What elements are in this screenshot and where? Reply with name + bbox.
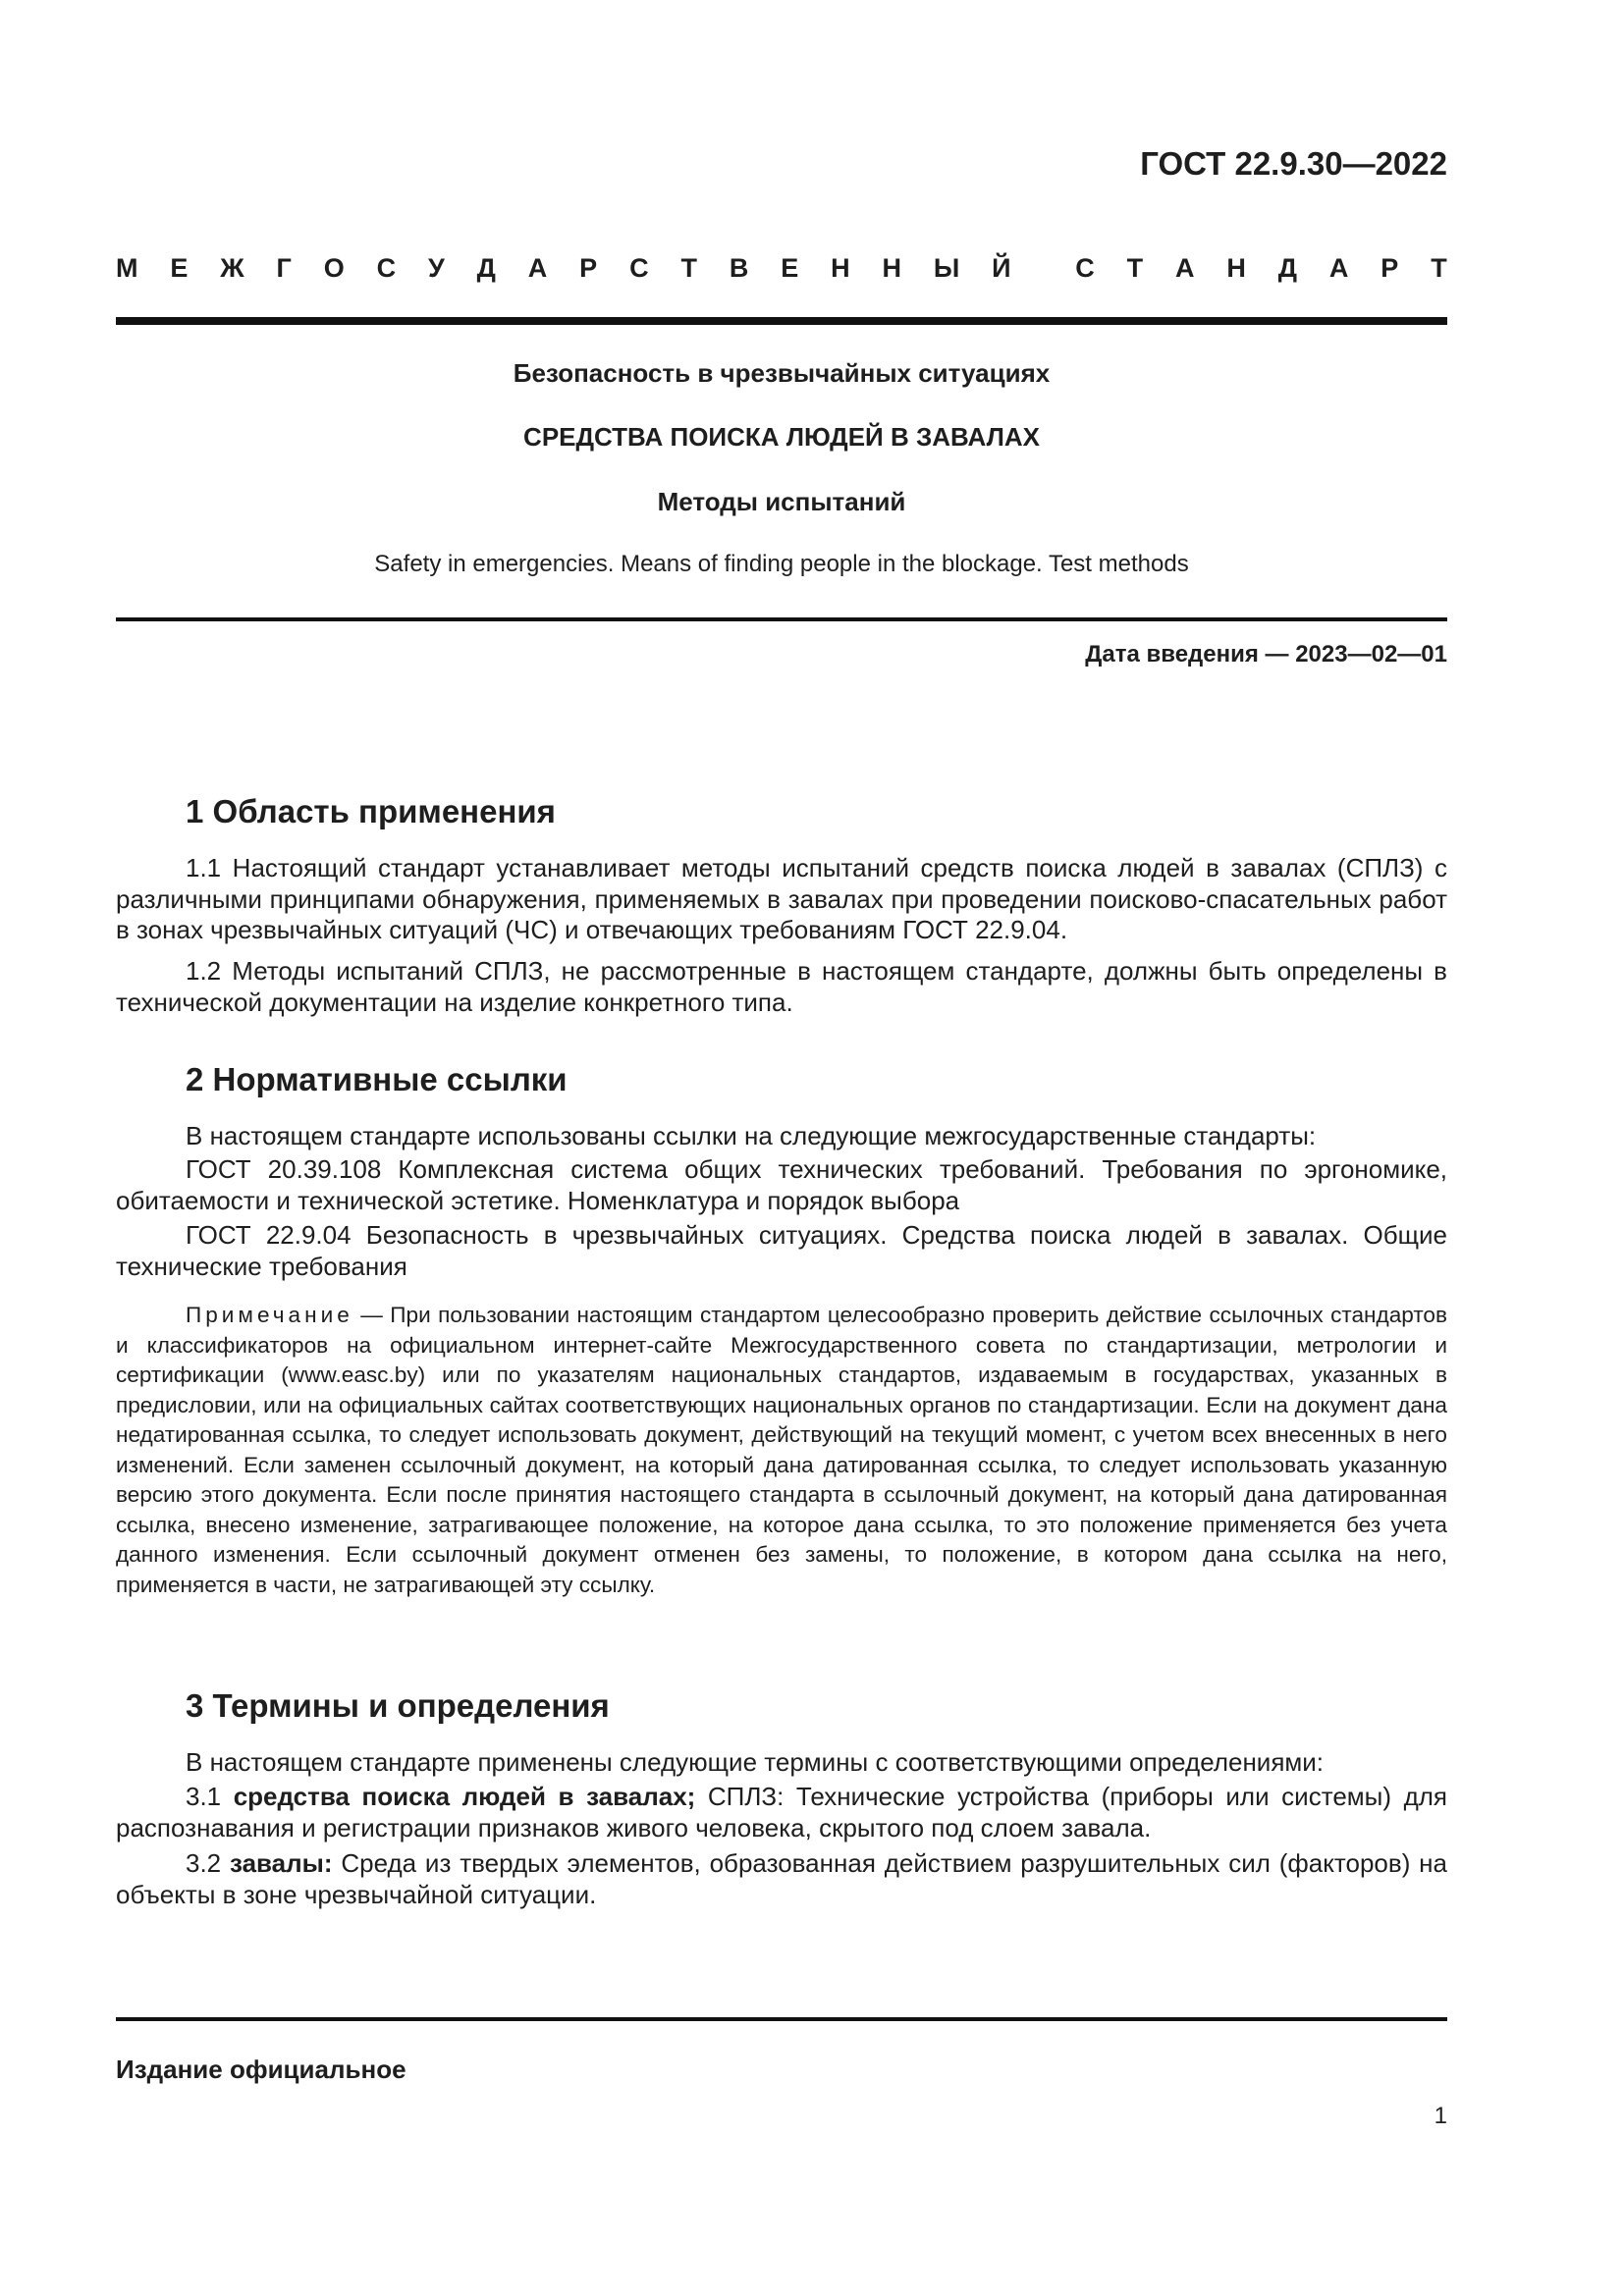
standard-kind-letter: Д <box>476 253 496 283</box>
standard-kind-letter: С <box>629 253 649 283</box>
standard-kind-letter: М <box>116 253 138 283</box>
section-heading-references: 2 Нормативные ссылки <box>186 1061 568 1097</box>
standard-kind-letter: С <box>376 253 397 283</box>
section-heading-terms: 3 Термины и определения <box>186 1687 610 1724</box>
standard-kind-letter: Й <box>992 253 1011 283</box>
standard-kind-letter: О <box>323 253 345 283</box>
standard-kind-letter: У <box>428 253 445 283</box>
standard-kind-letter: Т <box>1431 253 1447 283</box>
term-name: средства поиска людей в завалах; <box>233 1782 696 1811</box>
paragraph-1-1: 1.1 Настоящий стандарт устанавливает методы испытаний средств поиска людей в завалах (СПЛЗ) с различными принципами обнаружения, применяемых в завалах при проведении поисково-спасательных работ в зонах чрезвычайных ситуаций (ЧС) и отвечающих требованиям ГОСТ 22.9.04. <box>116 853 1447 944</box>
standard-kind-letter: Ы <box>933 253 960 283</box>
note-text: — При пользовании настоящим стандартом целесообразно проверить действие ссылочных стандартов и классификаторов на официальном интернет-сайте Межгосударственного совета по стандартизации, метрологии и сертификации (www.easc.by) или по указателям национальных стандартов, издаваемым в государствах, указанных в предисловии, или на официальных сайтах соответствующих национальных органов по стандартизации. Если на документ дана недатированная ссылка, то следует использовать документ, действующий на текущий момент, с учетом всех внесенных в него изменений. Если заменен ссылочный документ, на который дана датированная ссылка, то следует использовать указанную версию этого документа. Если после принятия настоящего стандарта в ссылочный документ, на который дана датированная ссылка, внесено изменение, затрагивающее положение, на которое дана ссылка, то это положение применяется без учета данного изменения. Если ссылочный документ отменен без замены, то положение, в котором дана ссылка на него, применяется в части, не затрагивающей эту ссылку. <box>116 1303 1447 1597</box>
paragraph-2-ref-1: ГОСТ 20.39.108 Комплексная система общих технических требований. Требования по эргономике, обитаемости и технической эстетике. Номенклатура и порядок выбора <box>116 1154 1447 1215</box>
reference-note <box>116 1301 1447 1600</box>
standard-kind-letter: Р <box>1380 253 1399 283</box>
term-number: 3.2 <box>186 1848 230 1878</box>
standard-kind-letter: Е <box>170 253 189 283</box>
standard-kind-letter: Д <box>1277 253 1298 283</box>
standard-kind-letter: Т <box>1126 253 1144 283</box>
title-english: Safety in emergencies. Means of finding people in the blockage. Test methods <box>374 551 1189 577</box>
standard-kind-letter: А <box>1175 253 1195 283</box>
standard-kind-heading <box>116 253 1447 284</box>
header-divider <box>116 317 1447 325</box>
document-number: ГОСТ 22.9.30—2022 <box>1140 145 1447 182</box>
standard-kind-letter: С <box>1075 253 1095 283</box>
standard-kind-letter: Г <box>276 253 292 283</box>
note-label: Примечание <box>186 1303 353 1327</box>
paragraph-2-ref-2: ГОСТ 22.9.04 Безопасность в чрезвычайных ситуациях. Средства поиска людей в завалах. Общие технические требования <box>116 1220 1447 1281</box>
term-definition: Среда из твердых элементов, образованная действием разрушительных сил (факторов) на объекты в зоне чрезвычайной ситуации. <box>116 1848 1447 1909</box>
footer-divider <box>116 2017 1447 2021</box>
standard-kind-letter: Р <box>579 253 598 283</box>
standard-kind-letter: Ж <box>220 253 244 283</box>
standard-kind-letter: Н <box>1226 253 1246 283</box>
title-sub: Методы испытаний <box>657 487 906 516</box>
term-definition-3-2 <box>116 1848 1447 1910</box>
paragraph-1-2: 1.2 Методы испытаний СПЛЗ, не рассмотренные в настоящем стандарте, должны быть определены в технической документации на изделие конкретного типа. <box>116 956 1447 1017</box>
standard-kind-letter: А <box>1328 253 1349 283</box>
title-main: СРЕДСТВА ПОИСКА ЛЮДЕЙ В ЗАВАЛАХ <box>523 422 1040 452</box>
term-name: завалы: <box>229 1848 333 1878</box>
standard-kind-letter: Н <box>882 253 901 283</box>
title-divider <box>116 617 1447 621</box>
section-heading-scope: 1 Область применения <box>186 793 556 829</box>
standard-kind-letter: Т <box>680 253 697 283</box>
edition-label: Издание официальное <box>116 2055 406 2084</box>
term-definition: СПЛЗ: Технические устройства (приборы или системы) для распознавания и регистрации признаков живого человека, скрытого под слоем завала. <box>116 1782 1447 1842</box>
standard-kind-letter: Е <box>781 253 799 283</box>
introduction-date: Дата введения — 2023—02—01 <box>1085 641 1447 667</box>
standard-kind-letter: В <box>729 253 749 283</box>
standard-kind-letter: Н <box>831 253 850 283</box>
term-definition-3-1 <box>116 1782 1447 1843</box>
paragraph-2-intro: В настоящем стандарте использованы ссылки на следующие межгосударственные стандарты: <box>186 1121 1317 1150</box>
term-number: 3.1 <box>186 1782 234 1811</box>
page-number: 1 <box>1434 2103 1447 2129</box>
paragraph-3-intro: В настоящем стандарте применены следующие термины с соответствующими определениями: <box>186 1747 1325 1777</box>
title-subject: Безопасность в чрезвычайных ситуациях <box>513 358 1051 388</box>
standard-kind-letter: А <box>527 253 548 283</box>
